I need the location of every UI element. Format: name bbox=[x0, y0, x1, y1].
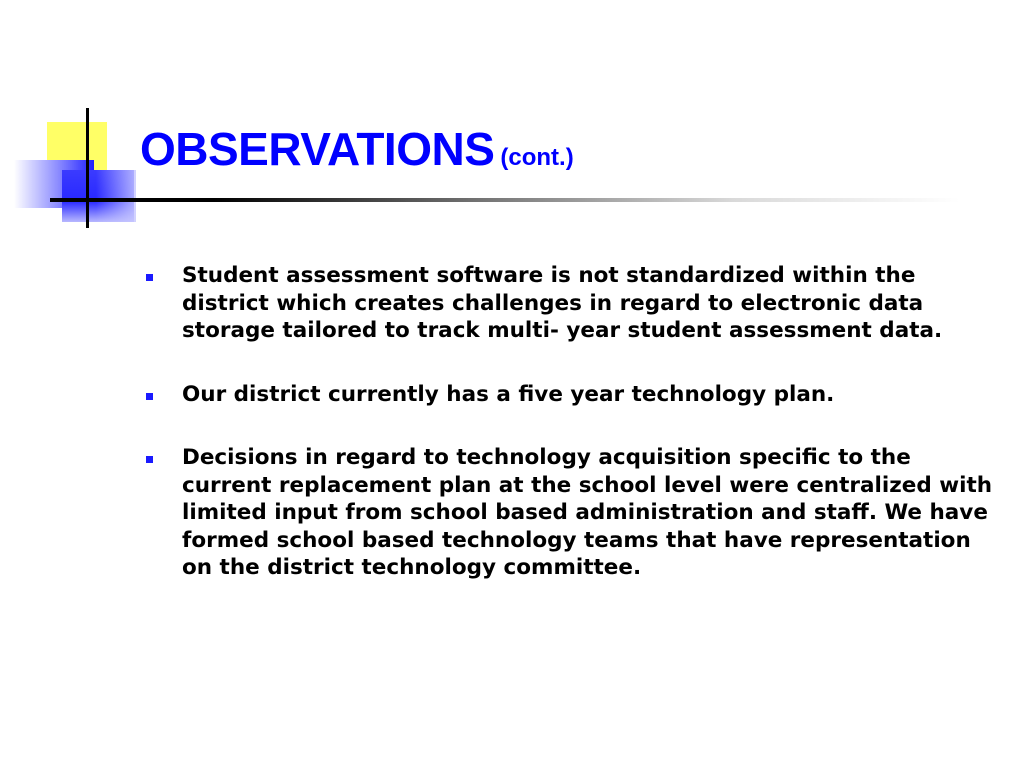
blue-fade-decoration bbox=[96, 170, 136, 222]
title-underline bbox=[50, 198, 960, 202]
square-bullet-icon bbox=[146, 393, 153, 400]
bullet-item bbox=[144, 381, 994, 409]
slide-title bbox=[140, 122, 574, 176]
vertical-line-decoration bbox=[86, 108, 89, 228]
bullet-text: Our district currently has a five year technology plan. bbox=[182, 381, 835, 407]
bullet-list bbox=[144, 262, 994, 618]
bullet-item bbox=[144, 444, 994, 582]
square-bullet-icon bbox=[146, 274, 153, 281]
bullet-item bbox=[144, 262, 994, 345]
bullet-text: Student assessment software is not standardized within the district which creates challenges in regard to electronic data storage tailored to track multi- year student assessment data. bbox=[182, 263, 943, 343]
title-main: OBSERVATIONS bbox=[140, 123, 495, 175]
square-bullet-icon bbox=[146, 456, 153, 463]
decorative-logo bbox=[0, 0, 140, 240]
title-suffix: (cont.) bbox=[500, 144, 574, 171]
bullet-text: Decisions in regard to technology acquisition specific to the current replacement plan at the school level were centralized with limited input from school based administration and staff. We have formed school based technology teams that have representation on the district technology committee. bbox=[182, 445, 993, 580]
